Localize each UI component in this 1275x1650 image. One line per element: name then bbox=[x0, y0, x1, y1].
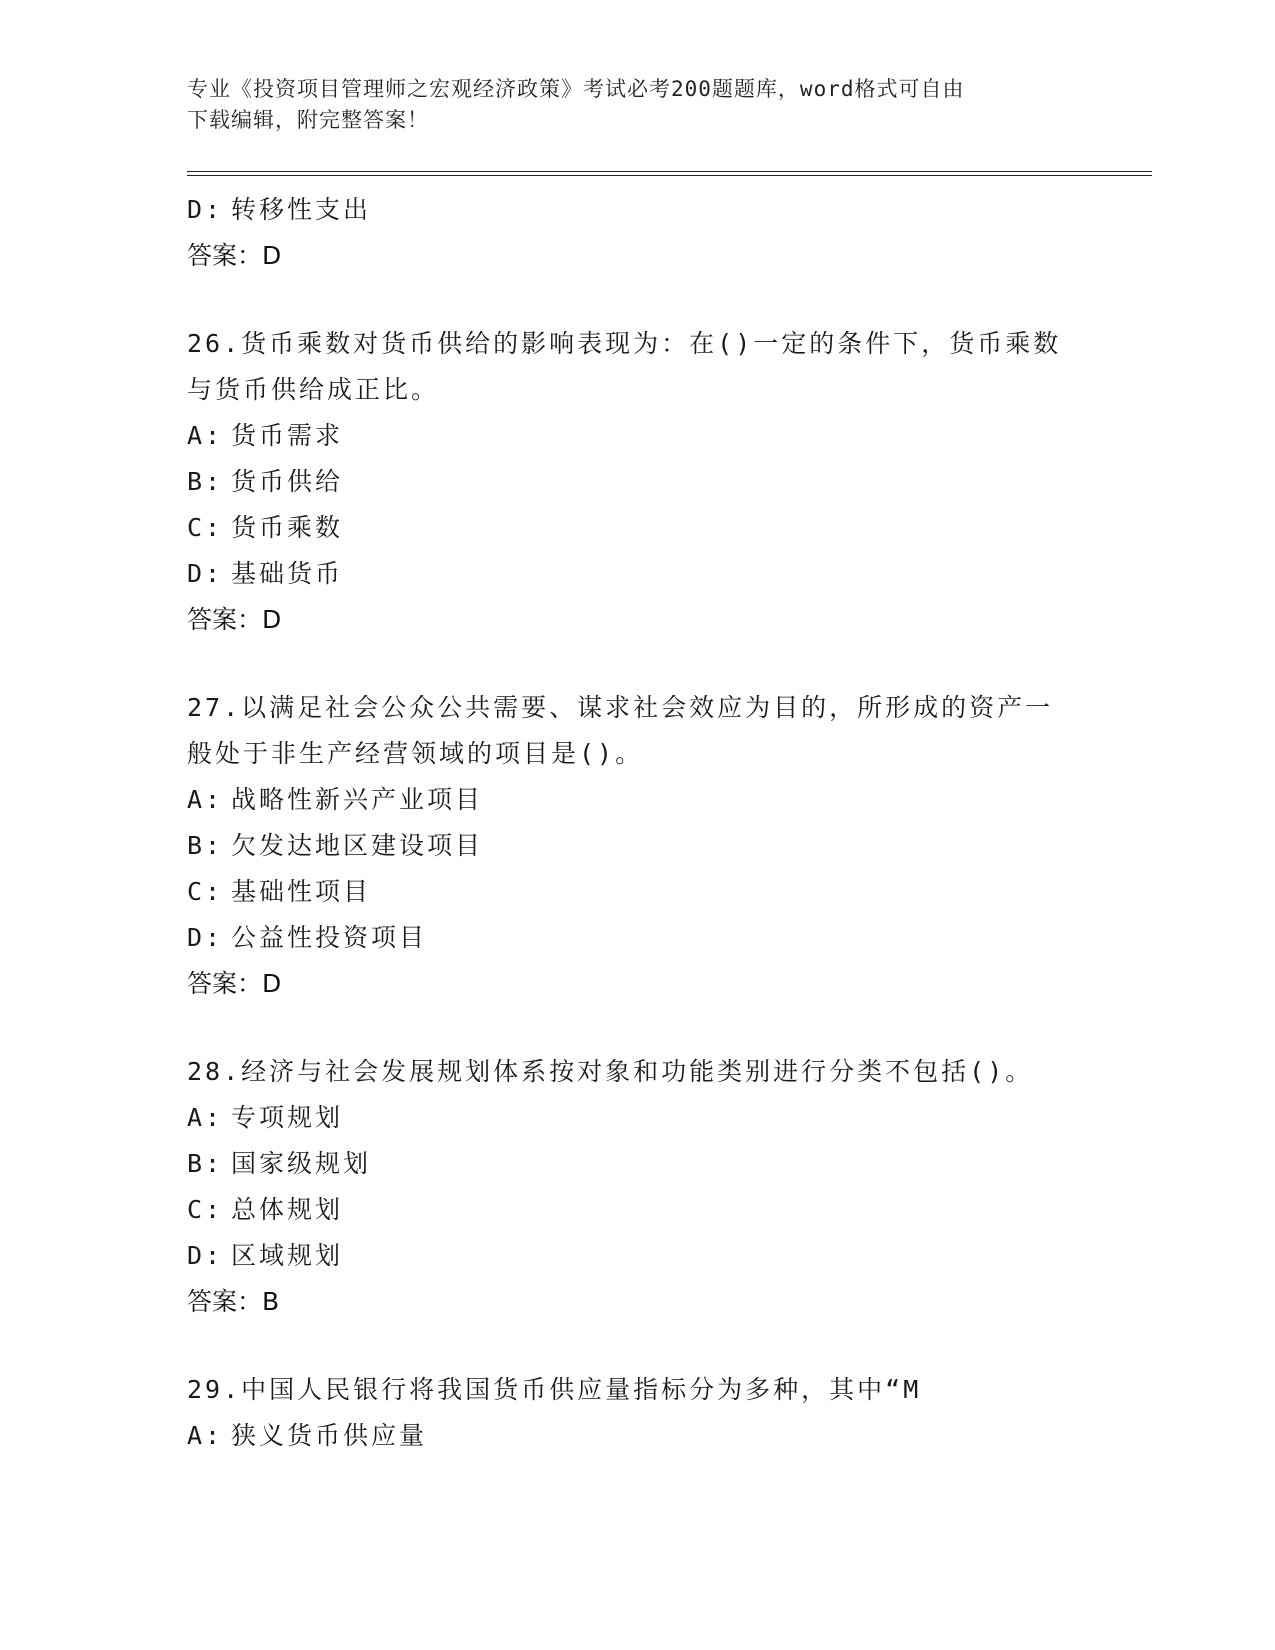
option-text: 转移性支出 bbox=[231, 195, 372, 224]
option-d bbox=[187, 1233, 1107, 1279]
option-c bbox=[187, 505, 1107, 551]
header-divider-top bbox=[187, 171, 1152, 172]
option-text: 狭义货币供应量 bbox=[231, 1421, 428, 1450]
option-a bbox=[187, 1413, 1107, 1459]
option-label: D: bbox=[187, 195, 224, 224]
option-a bbox=[187, 413, 1107, 459]
option-label: B: bbox=[187, 467, 224, 496]
option-text: 专项规划 bbox=[231, 1103, 344, 1132]
option-text: 货币需求 bbox=[231, 421, 344, 450]
option-b bbox=[187, 459, 1107, 505]
option-label: A: bbox=[187, 785, 224, 814]
option-d bbox=[187, 915, 1107, 961]
option-label: D: bbox=[187, 923, 224, 952]
header-divider-bottom bbox=[187, 175, 1152, 176]
option-a bbox=[187, 1095, 1107, 1141]
question-list bbox=[187, 187, 1107, 1459]
answer-line: 答案：D bbox=[187, 969, 282, 998]
option-label: C: bbox=[187, 1195, 224, 1224]
page-header bbox=[187, 74, 1087, 136]
option-b bbox=[187, 1141, 1107, 1187]
option-text: 欠发达地区建设项目 bbox=[231, 831, 484, 860]
option-text: 区域规划 bbox=[231, 1241, 344, 1270]
option-c bbox=[187, 869, 1107, 915]
option-a bbox=[187, 777, 1107, 823]
option-label: A: bbox=[187, 421, 224, 450]
question-28 bbox=[187, 1049, 1107, 1325]
question-26 bbox=[187, 321, 1107, 643]
option-label: D: bbox=[187, 1241, 224, 1270]
option-b bbox=[187, 823, 1107, 869]
option-text: 总体规划 bbox=[231, 1195, 344, 1224]
option-label: B: bbox=[187, 1149, 224, 1178]
answer-line: 答案：D bbox=[187, 605, 282, 634]
option-label: D: bbox=[187, 559, 224, 588]
option-text: 基础性项目 bbox=[231, 877, 372, 906]
question-text: 26.货币乘数对货币供给的影响表现为：在()一定的条件下，货币乘数与货币供给成正比。 bbox=[187, 329, 1062, 404]
option-label: C: bbox=[187, 877, 224, 906]
question-text: 27.以满足社会公众公共需要、谋求社会效应为目的，所形成的资产一般处于非生产经营领域的项目是()。 bbox=[187, 693, 1054, 768]
question-fragment bbox=[187, 187, 1107, 279]
option-text: 货币乘数 bbox=[231, 513, 344, 542]
option-label: B: bbox=[187, 831, 224, 860]
option-d bbox=[187, 551, 1107, 597]
answer-line: 答案：B bbox=[187, 1287, 280, 1316]
option-text: 战略性新兴产业项目 bbox=[231, 785, 484, 814]
option-text: 国家级规划 bbox=[231, 1149, 372, 1178]
option-c bbox=[187, 1187, 1107, 1233]
option-text: 公益性投资项目 bbox=[231, 923, 428, 952]
option-label: C: bbox=[187, 513, 224, 542]
header-title-line-2: 下载编辑，附完整答案！ bbox=[187, 108, 429, 132]
question-text: 29.中国人民银行将我国货币供应量指标分为多种，其中“M bbox=[187, 1375, 922, 1404]
header-title-line-1: 专业《投资项目管理师之宏观经济政策》考试必考200题题库，word格式可自由 bbox=[187, 77, 965, 101]
question-29 bbox=[187, 1367, 1107, 1459]
option-label: A: bbox=[187, 1103, 224, 1132]
question-text: 28.经济与社会发展规划体系按对象和功能类别进行分类不包括()。 bbox=[187, 1057, 1034, 1086]
question-27 bbox=[187, 685, 1107, 1007]
answer-line: 答案：D bbox=[187, 241, 282, 270]
option-text: 基础货币 bbox=[231, 559, 344, 588]
option-d bbox=[187, 187, 1107, 233]
option-label: A: bbox=[187, 1421, 224, 1450]
option-text: 货币供给 bbox=[231, 467, 344, 496]
